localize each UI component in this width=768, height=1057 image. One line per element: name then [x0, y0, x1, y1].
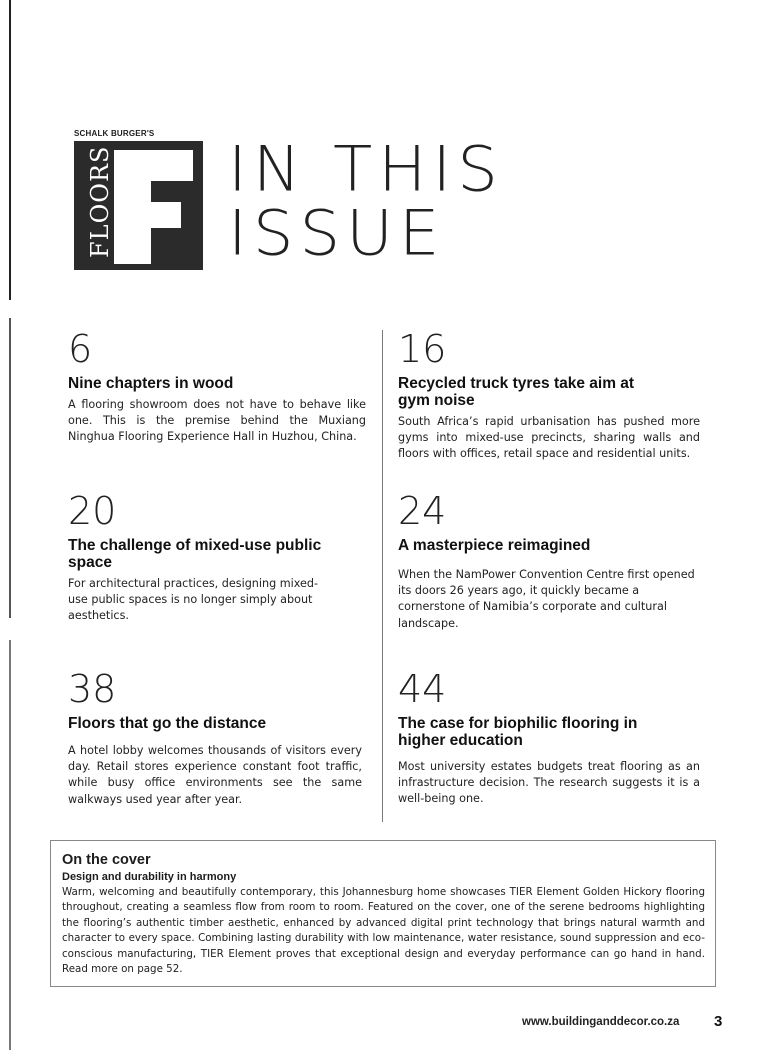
contents-entry[interactable]	[68, 329, 366, 446]
logo-f-shape	[114, 150, 193, 181]
entry-title: Floors that go the distance	[68, 715, 267, 732]
contents-entry[interactable]	[68, 491, 360, 625]
page-edge-line	[9, 318, 11, 618]
entry-page-number: 38	[68, 667, 117, 711]
entry-title: Nine chapters in wood	[68, 375, 234, 392]
logo-f-shape	[114, 202, 181, 228]
logo-word: FLOORS	[86, 145, 114, 258]
entry-page-number: 20	[68, 489, 117, 533]
entry-summary: When the NamPower Convention Centre first opened its doors 26 years ago, it quickly became a cornerstone of Namibia’s corporate and cultural landscape.	[398, 568, 695, 630]
floors-logo	[74, 141, 203, 270]
publisher-label: SCHALK BURGER'S	[74, 129, 155, 138]
entry-title: A masterpiece reimagined	[398, 537, 591, 554]
entry-title: Recycled truck tyres take aim at gym noise	[398, 375, 635, 409]
entry-summary: Most university estates budgets treat flooring as an infrastructure decision. The research suggests it is a well-being one.	[398, 760, 700, 806]
entry-page-number: 44	[398, 667, 447, 711]
page-number: 3	[714, 1013, 723, 1030]
cover-story-box	[50, 840, 716, 987]
entry-summary: A flooring showroom does not have to behave like one. This is the premise behind the Muxiang Ninghua Flooring Experience Hall in Huzhou, China.	[68, 398, 366, 444]
entry-title: The challenge of mixed-use public space	[68, 537, 322, 571]
entry-summary: South Africa’s rapid urbanisation has pushed more gyms into mixed-use precincts, sharing walls and floors with offices, retail space and residential units.	[398, 415, 700, 461]
entry-page-number: 16	[398, 327, 447, 371]
entry-page-number: 24	[398, 489, 447, 533]
entry-page-number: 6	[68, 327, 93, 371]
contents-entry[interactable]	[398, 329, 700, 463]
cover-heading: On the cover	[62, 852, 151, 868]
title-line: ISSUE	[228, 197, 446, 271]
page-edge-line	[9, 640, 11, 1050]
contents-entry[interactable]	[398, 669, 700, 808]
page-edge-line	[9, 0, 11, 300]
contents-entry[interactable]	[68, 669, 362, 808]
entry-summary: For architectural practices, designing mixed-use public spaces is no longer simply about aesthetics.	[68, 577, 319, 623]
entry-title: The case for biophilic flooring in higher education	[398, 715, 638, 749]
column-divider	[382, 330, 383, 822]
website-link[interactable]: www.buildinganddecor.co.za	[522, 1016, 680, 1028]
page-title	[228, 133, 504, 271]
title-line: IN THIS	[228, 133, 504, 207]
entry-summary: A hotel lobby welcomes thousands of visitors every day. Retail stores experience constant foot traffic, while busy office environments see the same walkways used year after year.	[68, 744, 362, 806]
cover-description: Warm, welcoming and beautifully contemporary, this Johannesburg home showcases TIER Element Golden Hickory flooring throughout, creating a seamless flow from room to room. Featured on the cover, one of the serene bedrooms highlighting the flooring’s authentic timber aesthetic, enhanced by advanced digital print technology that brings natural warmth and character to every space. Combining lasting durability with low maintenance, water resistance, sound suppression and eco-conscious manufacturing, TIER Element proves that exceptional design and everyday performance can go hand in hand. Read more on page 52.	[62, 886, 705, 976]
contents-entry[interactable]	[398, 491, 698, 632]
cover-subheading: Design and durability in harmony	[62, 871, 237, 883]
